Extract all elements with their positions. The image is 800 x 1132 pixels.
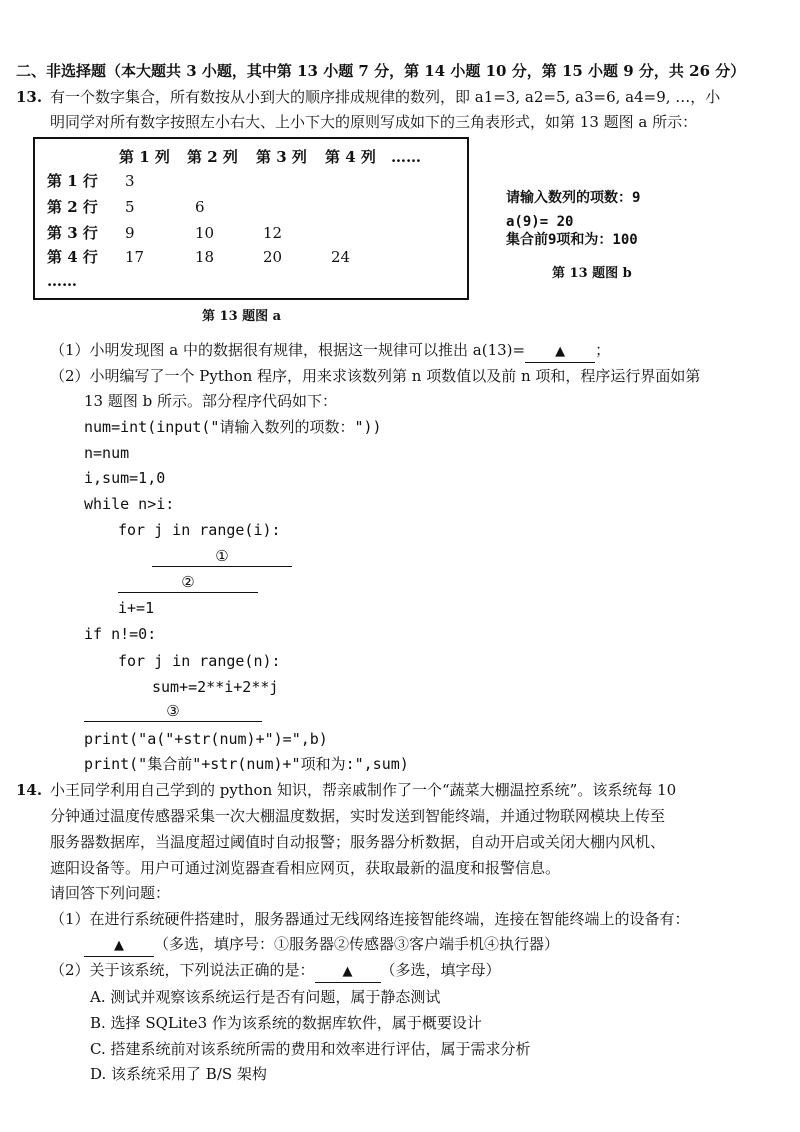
blank-number: ② bbox=[181, 573, 195, 591]
code-blank-1 bbox=[152, 546, 292, 567]
table-cell: 24 bbox=[331, 248, 351, 266]
code-line: for j in range(n): bbox=[118, 652, 281, 670]
table-cell: 20 bbox=[263, 248, 283, 266]
code-line: print("集合前"+str(num)+"项和为:",sum) bbox=[84, 755, 409, 773]
q13-part2-line2: 13 题图 b 所示。部分程序代码如下： bbox=[84, 392, 337, 410]
code-line: i+=1 bbox=[118, 599, 155, 617]
q13-part1-suffix: ； bbox=[595, 341, 611, 359]
code-line: print("a("+str(num)+")=",b) bbox=[84, 730, 328, 748]
run-output-line2: a(9)= 20 bbox=[506, 214, 574, 230]
section-heading: 二、非选择题（本大题共 3 小题，其中第 13 小题 7 分，第 14 小题 10 分，第 15 小题 9 分，共 26 分） bbox=[16, 62, 746, 80]
answer-blank bbox=[84, 934, 154, 957]
row-label: 第 1 行 bbox=[47, 172, 98, 190]
triangle-icon: ▲ bbox=[555, 344, 566, 359]
q14-intro-line4: 遮阳设备等。用户可通过浏览器查看相应网页，获取最新的温度和报警信息。 bbox=[50, 859, 561, 877]
option-item: C. 搭建系统前对该系统所需的费用和效率进行评估，属于需求分析 bbox=[90, 1040, 531, 1058]
table-cell: 10 bbox=[195, 224, 215, 242]
q14-prompt: 请回答下列问题： bbox=[50, 884, 171, 902]
q13-part1-text: （1）小明发现图 a 中的数据很有规律，根据这一规律可以推出 a(13)= bbox=[50, 341, 526, 359]
table-cell: 18 bbox=[195, 248, 215, 266]
table-cell: 6 bbox=[195, 198, 205, 216]
table-cell: 5 bbox=[125, 198, 135, 216]
option-item: D. 该系统采用了 B/S 架构 bbox=[90, 1065, 267, 1083]
q14-intro-line3: 服务器数据库，当温度超过阈值时自动报警；服务器分析数据，自动开启或关闭大棚内风机、 bbox=[50, 833, 666, 851]
q13-part2-line1: （2）小明编写了一个 Python 程序，用来求该数列第 n 项数值以及前 n 项和，程序运行界面如第 bbox=[50, 367, 701, 385]
q14-part1-line1: （1）在进行系统硬件搭建时，服务器通过无线网络连接智能终端，连接在智能终端上的设备有： bbox=[50, 910, 690, 928]
col-header: 第 2 列 bbox=[187, 148, 238, 166]
code-line: n=num bbox=[84, 444, 130, 462]
answer-blank bbox=[525, 340, 595, 363]
q14-part1-options: （多选，填序号：①服务器②传感器③客户端手机④执行器） bbox=[154, 935, 560, 953]
q14-part2-text: （2）关于该系统，下列说法正确的是： bbox=[50, 961, 315, 979]
run-output-line1: 请输入数列的项数：9 bbox=[506, 190, 641, 206]
code-line: i,sum=1,0 bbox=[84, 469, 166, 487]
caption-figure-a: 第 13 题图 a bbox=[202, 309, 282, 324]
q14-part2-hint: （多选，填字母） bbox=[380, 961, 501, 979]
col-header: …… bbox=[391, 148, 421, 166]
answer-blank bbox=[315, 960, 381, 983]
code-blank-3 bbox=[84, 701, 262, 722]
q14-intro-line2: 分钟通过温度传感器采集一次大棚温度数据，实时发送到智能终端，并通过物联网模块上传至 bbox=[50, 807, 666, 825]
code-blank-2 bbox=[118, 572, 258, 593]
row-label: …… bbox=[47, 272, 77, 290]
code-line: for j in range(i): bbox=[118, 521, 281, 539]
run-output-line3: 集合前9项和为：100 bbox=[506, 232, 638, 248]
table-cell: 12 bbox=[263, 224, 283, 242]
row-label: 第 4 行 bbox=[47, 248, 98, 266]
q14-part1-line2 bbox=[84, 934, 559, 957]
caption-figure-b: 第 13 题图 b bbox=[552, 266, 632, 281]
q13-number: 13. bbox=[16, 88, 43, 106]
col-header: 第 4 列 bbox=[325, 148, 376, 166]
option-item: B. 选择 SQLite3 作为该系统的数据库软件，属于概要设计 bbox=[90, 1014, 482, 1032]
code-line: num=int(input("请输入数列的项数：")) bbox=[84, 418, 382, 436]
table-cell: 3 bbox=[125, 172, 135, 190]
blank-number: ① bbox=[215, 547, 229, 565]
q13-intro-line2: 明同学对所有数字按照左小右大、上小下大的原则写成如下的三角表形式，如第 13 题图 a 所示： bbox=[50, 113, 698, 131]
q14-intro-line1: 小王同学利用自己学到的 python 知识，帮亲戚制作了一个“蔬菜大棚温控系统”。该系统每 10 bbox=[50, 781, 677, 799]
q14-number: 14. bbox=[16, 781, 43, 799]
triangle-icon: ▲ bbox=[114, 938, 124, 953]
table-cell: 9 bbox=[125, 224, 135, 242]
row-label: 第 2 行 bbox=[47, 198, 98, 216]
triangle-icon: ▲ bbox=[342, 964, 353, 979]
code-line: while n>i: bbox=[84, 495, 175, 513]
q14-part2 bbox=[50, 960, 501, 983]
triangle-table bbox=[33, 137, 469, 300]
col-header: 第 1 列 bbox=[119, 148, 170, 166]
col-header: 第 3 列 bbox=[256, 148, 307, 166]
table-cell: 17 bbox=[125, 248, 145, 266]
blank-number: ③ bbox=[166, 702, 180, 720]
code-line: sum+=2**i+2**j bbox=[152, 678, 279, 696]
q13-intro-line1: 有一个数字集合，所有数按从小到大的顺序排成规律的数列，即 a1=3, a2=5, a3=6, a4=9, …，小 bbox=[50, 88, 721, 106]
row-label: 第 3 行 bbox=[47, 224, 98, 242]
code-line: if n!=0: bbox=[84, 625, 157, 643]
q13-part1 bbox=[50, 340, 610, 363]
option-item: A. 测试并观察该系统运行是否有问题，属于静态测试 bbox=[90, 988, 441, 1006]
